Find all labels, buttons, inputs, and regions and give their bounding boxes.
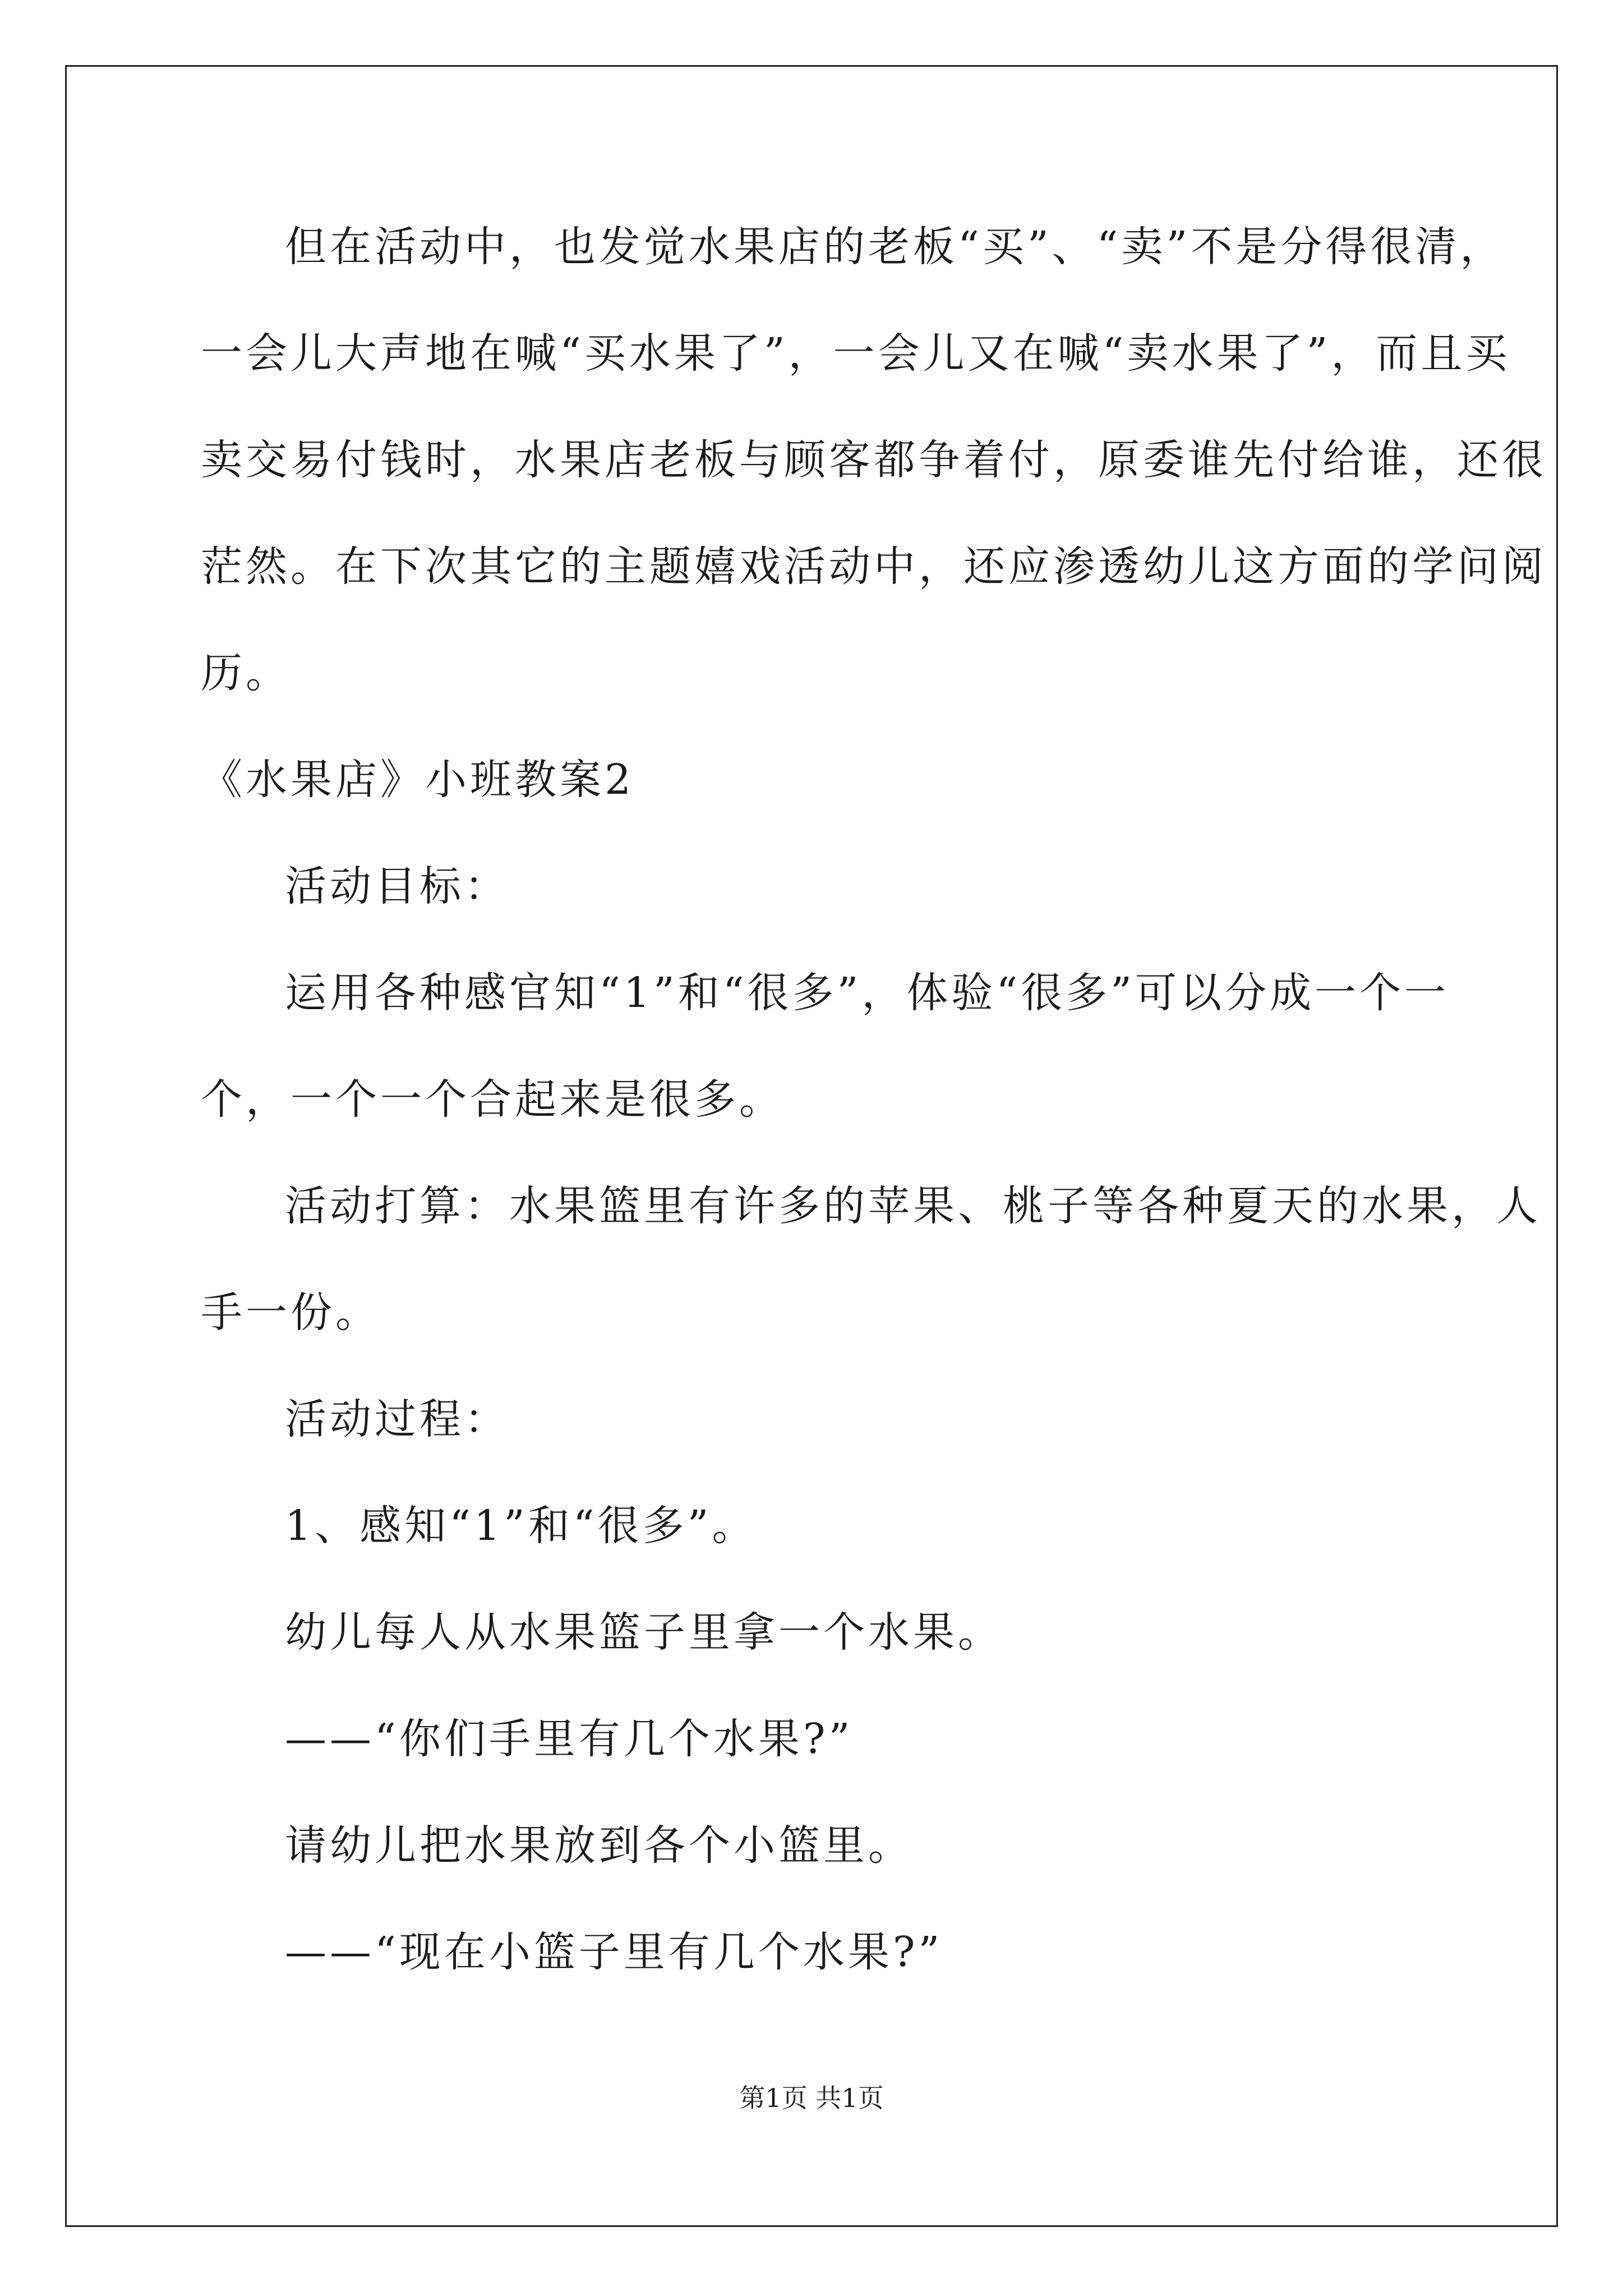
paragraph-line: 一会儿大声地在喊“买水果了”，一会儿又在喊“卖水果了”，而且买: [201, 329, 1511, 378]
paragraph-line: 请幼儿把水果放到各个小篮里。: [285, 1821, 913, 1870]
paragraph-line: 历。: [201, 649, 291, 697]
paragraph-line: 但在活动中，也发觉水果店的老板“买”、“卖”不是分得很清，: [285, 223, 1505, 271]
dialogue-line: ——“现在小篮子里有几个水果?”: [285, 1928, 943, 1976]
paragraph-line: 运用各种感官知“1”和“很多”，体验“很多”可以分成一个一: [285, 969, 1450, 1017]
paragraph-line: 活动打算：水果篮里有许多的苹果、桃子等各种夏天的水果，人: [285, 1182, 1541, 1230]
list-item: 1、感知“1”和“很多”。: [285, 1502, 757, 1550]
page-border: [65, 65, 1558, 2227]
dialogue-line: ——“你们手里有几个水果?”: [285, 1715, 854, 1763]
heading-activity-goal: 活动目标：: [285, 862, 509, 910]
paragraph-line: 茫然。在下次其它的主题嬉戏活动中，还应渗透幼儿这方面的学问阅: [201, 542, 1547, 591]
paragraph-line: 手一份。: [201, 1289, 380, 1337]
paragraph-line: 幼儿每人从水果篮子里拿一个水果。: [285, 1608, 1003, 1657]
paragraph-line: 卖交易付钱时，水果店老板与顾客都争着付，原委谁先付给谁，还很: [201, 436, 1547, 484]
page-number-footer: 第1页 共1页: [739, 2083, 884, 2113]
paragraph-line: 个，一个一个合起来是很多。: [201, 1075, 784, 1124]
heading-activity-process: 活动过程：: [285, 1395, 509, 1443]
section-title: 《水果店》小班教案2: [201, 756, 635, 804]
